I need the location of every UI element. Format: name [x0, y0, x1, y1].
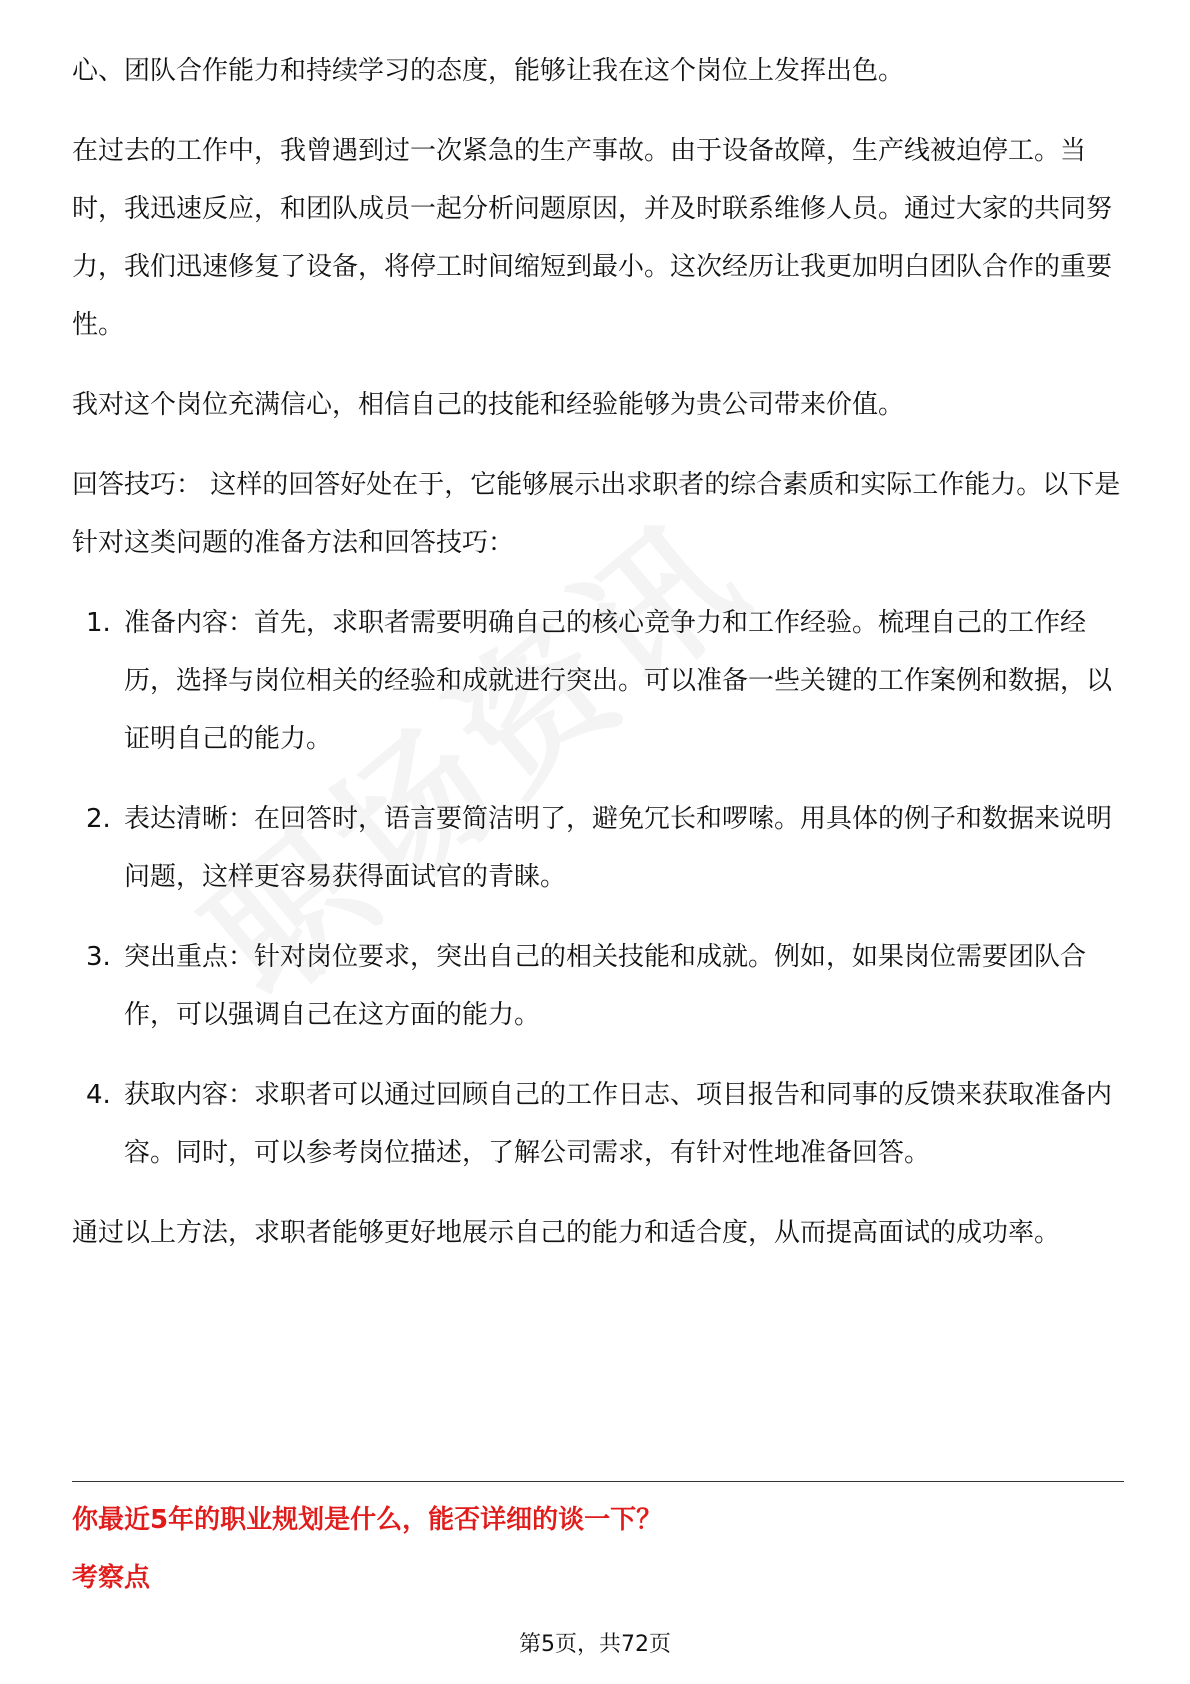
- paragraph-tips: 回答技巧： 这样的回答好处在于，它能够展示出求职者的综合素质和实际工作能力。以下是针对这类问题的准备方法和回答技巧：: [72, 470, 1121, 558]
- question-heading: 你最近5年的职业规划是什么，能否详细的谈一下？: [72, 1505, 663, 1535]
- list-text: 突出重点：针对岗位要求，突出自己的相关技能和成就。例如，如果岗位需要团队合作，可以强调自己在这方面的能力。: [124, 942, 1087, 1030]
- list-text: 准备内容：首先，求职者需要明确自己的核心竞争力和工作经验。梳理自己的工作经历，选择与岗位相关的经验和成就进行突出。可以准备一些关键的工作案例和数据，以证明自己的能力。: [124, 608, 1113, 754]
- list-number: 2.: [86, 804, 111, 834]
- list-item: [72, 928, 1122, 1044]
- section-divider: [72, 1481, 1124, 1482]
- page-number-footer: 第5页，共72页: [519, 1632, 671, 1657]
- question-subheading: 考察点: [72, 1563, 151, 1593]
- paragraph-intro: 心、团队合作能力和持续学习的态度，能够让我在这个岗位上发挥出色。: [72, 56, 905, 86]
- tips-list: [72, 594, 1122, 1182]
- document-body: [72, 42, 1122, 1284]
- list-number: 1.: [86, 608, 111, 638]
- paragraph-confidence: 我对这个岗位充满信心，相信自己的技能和经验能够为贵公司带来价值。: [72, 390, 905, 420]
- list-item: [72, 594, 1122, 768]
- list-text: 表达清晰：在回答时，语言要简洁明了，避免冗长和啰嗦。用具体的例子和数据来说明问题，这样更容易获得面试官的青睐。: [124, 804, 1113, 892]
- paragraph-closing: 通过以上方法，求职者能够更好地展示自己的能力和适合度，从而提高面试的成功率。: [72, 1218, 1061, 1248]
- list-number: 4.: [86, 1080, 111, 1110]
- list-text: 获取内容：求职者可以通过回顾自己的工作日志、项目报告和同事的反馈来获取准备内容。同时，可以参考岗位描述，了解公司需求，有针对性地准备回答。: [124, 1080, 1113, 1168]
- list-item: [72, 790, 1122, 906]
- paragraph-experience: 在过去的工作中，我曾遇到过一次紧急的生产事故。由于设备故障，生产线被迫停工。当时，我迅速反应，和团队成员一起分析问题原因，并及时联系维修人员。通过大家的共同努力，我们迅速修复了设备，将停工时间缩短到最小。这次经历让我更加明白团队合作的重要性。: [72, 136, 1113, 340]
- list-number: 3.: [86, 942, 111, 972]
- list-item: [72, 1066, 1122, 1182]
